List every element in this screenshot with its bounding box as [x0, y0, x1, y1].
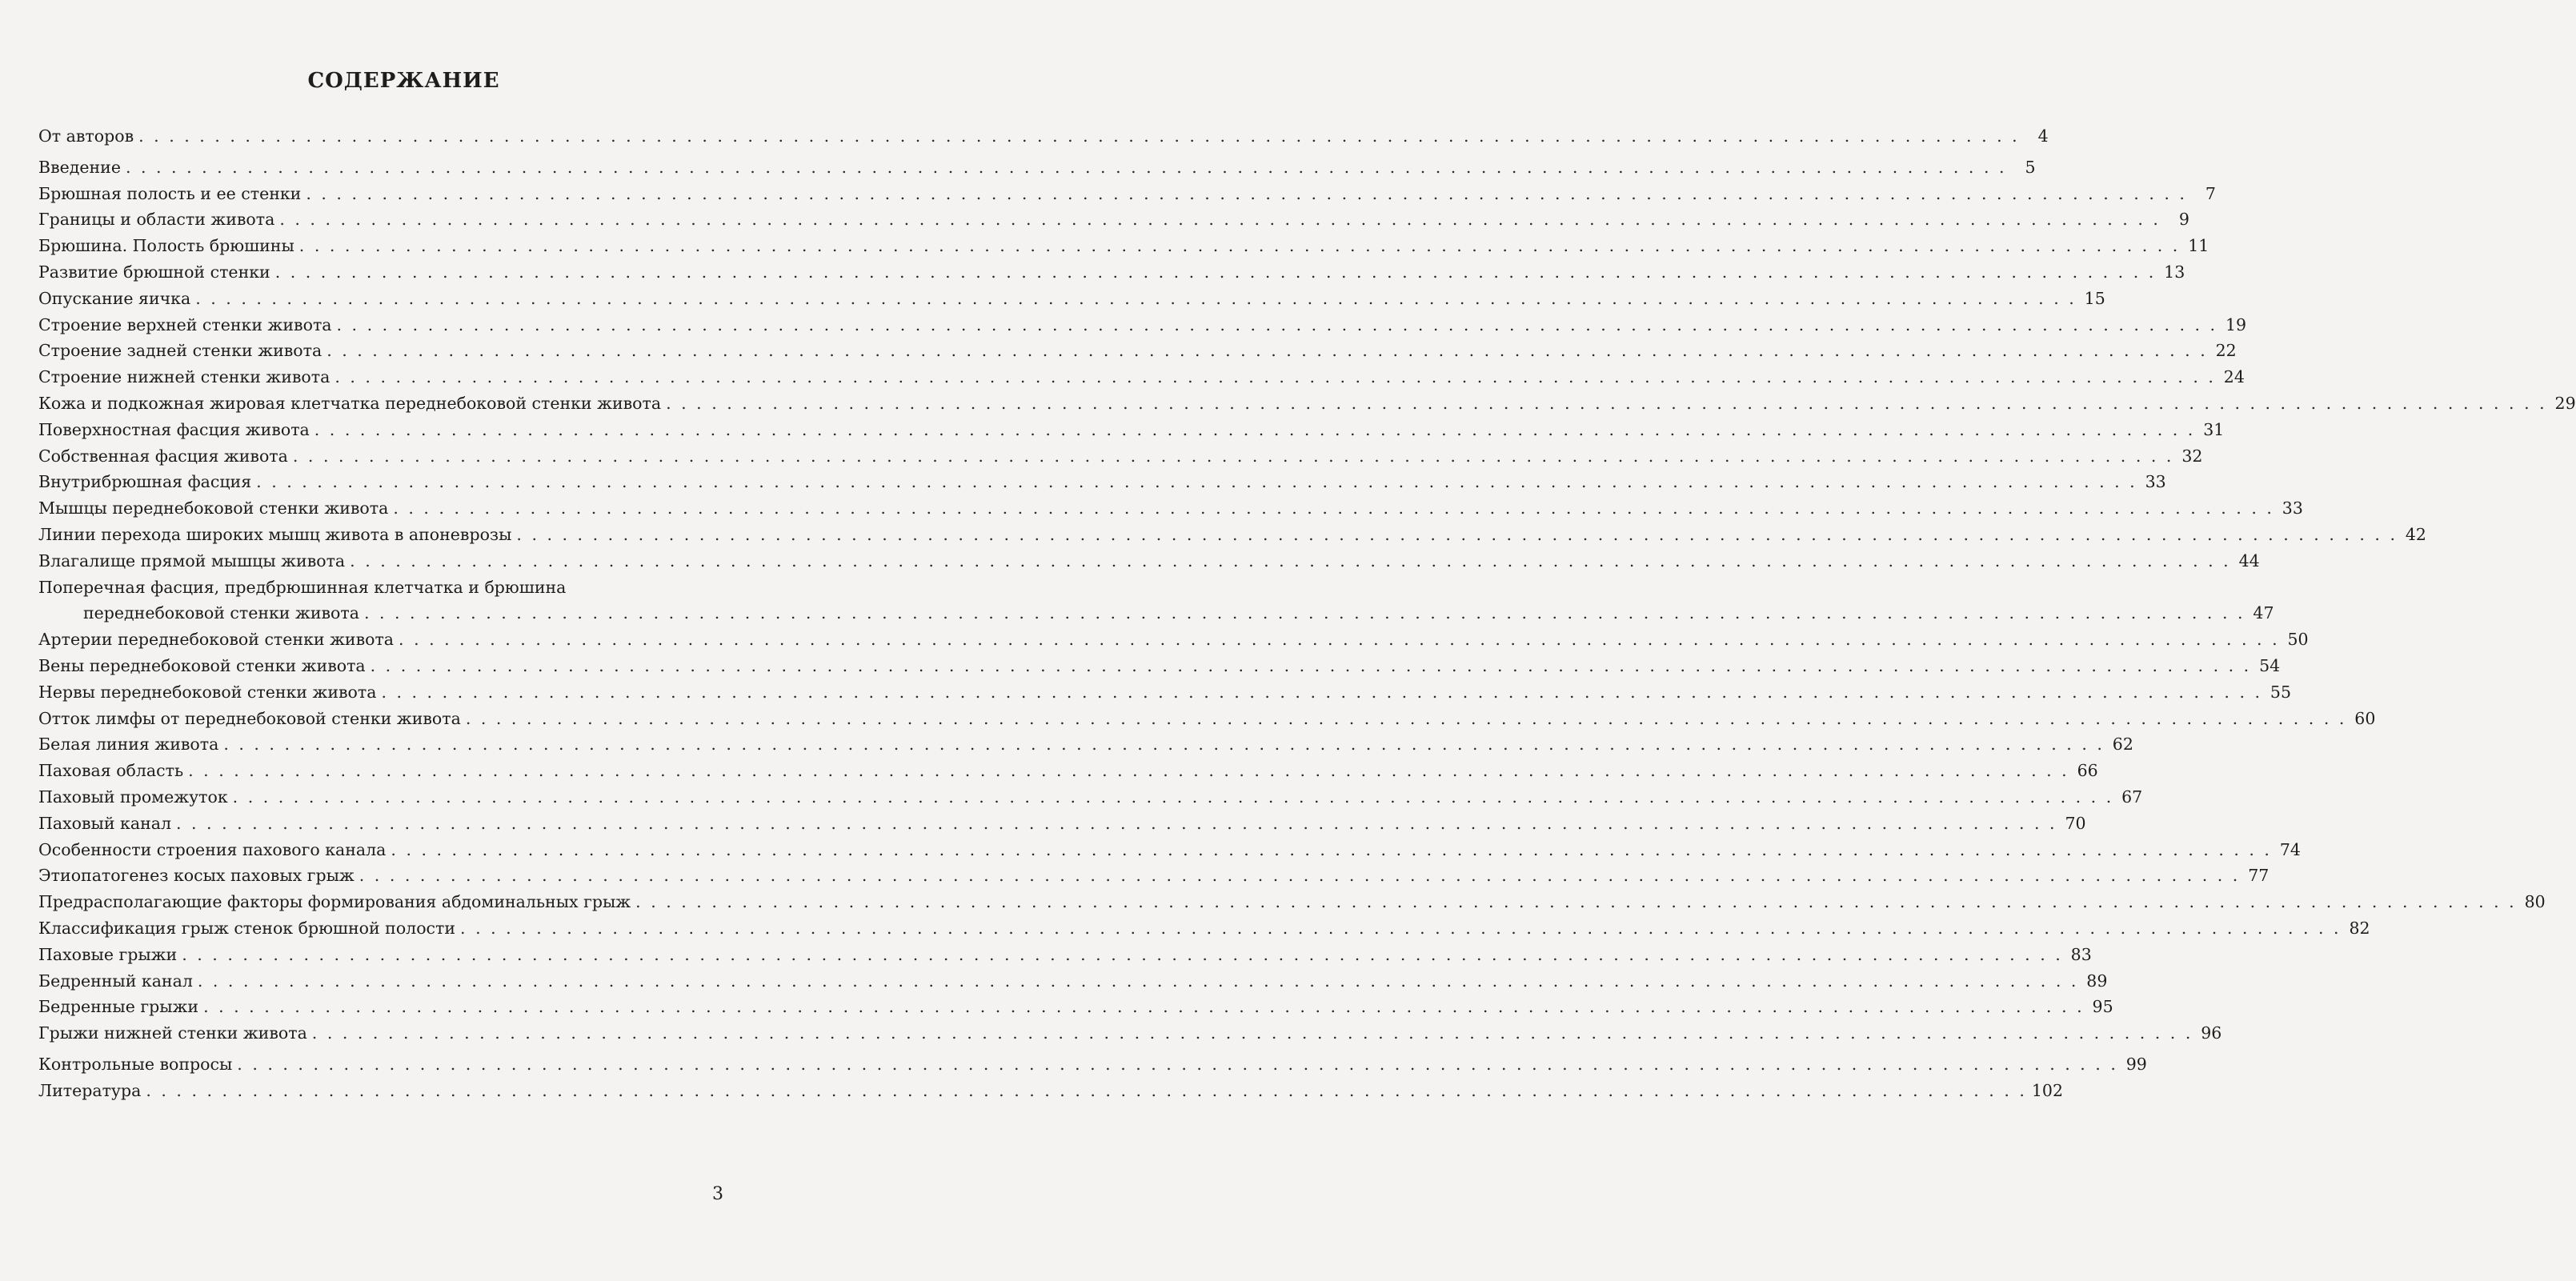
toc-entry — [38, 968, 2108, 995]
toc-entry-page: 95 — [2092, 997, 2113, 1017]
toc-entry-page: 9 — [2178, 210, 2189, 230]
page-title: СОДЕРЖАНИЕ — [307, 69, 500, 93]
toc-entry — [38, 837, 2301, 863]
toc-entry-page: 5 — [2025, 157, 2036, 177]
toc-dot-leader — [188, 758, 2069, 784]
toc-entry-page: 7 — [2205, 183, 2216, 203]
toc-entry-page: 44 — [2238, 550, 2260, 570]
toc-entry — [38, 626, 2309, 653]
toc-entry-title: Бедренный канал — [38, 971, 193, 991]
toc-entry-page: 33 — [2145, 472, 2166, 492]
toc-entry-page: 54 — [2259, 655, 2281, 675]
toc-entry — [38, 942, 2092, 968]
toc-entry — [38, 653, 2281, 679]
toc-dot-leader — [306, 181, 2187, 207]
toc-entry-page: 19 — [2225, 314, 2247, 334]
toc-entry-title: Белая линия живота — [38, 735, 219, 755]
toc-entry-page: 33 — [2282, 498, 2303, 518]
toc-entry-page: 102 — [2031, 1080, 2064, 1100]
toc-entry — [38, 522, 2426, 548]
toc-entry-title: От авторов — [38, 126, 134, 146]
toc-entry — [38, 1078, 2064, 1104]
toc-dot-leader — [138, 123, 2020, 150]
toc-entry-title: Линии перехода широких мышц живота в апоневрозы — [38, 524, 512, 544]
toc-dot-leader — [223, 731, 2105, 758]
toc-entry — [38, 495, 2303, 522]
toc-entry — [38, 469, 2166, 495]
toc-entry-page: 82 — [2349, 918, 2370, 938]
toc-entry-title: Введение — [38, 157, 121, 177]
toc-entry — [38, 206, 2189, 233]
toc-entry-page: 29 — [2554, 393, 2576, 413]
toc-entry-page: 80 — [2524, 892, 2546, 912]
toc-dot-leader — [275, 259, 2157, 286]
toc-entry-title: Опускание яичка — [38, 288, 191, 308]
toc-dot-leader — [299, 233, 2181, 259]
toc-entry-title: Вены переднебоковой стенки живота — [38, 655, 366, 675]
toc-entry-page: 47 — [2253, 603, 2274, 623]
toc-dot-leader — [391, 837, 2272, 863]
toc-entry — [38, 123, 2049, 150]
toc-entry-title: Строение нижней стенки живота — [38, 367, 331, 387]
toc-entry-page: 96 — [2201, 1023, 2222, 1043]
toc-entry — [38, 443, 2203, 470]
toc-entry-page: 83 — [2070, 944, 2092, 964]
toc-entry-title: Паховая область — [38, 761, 184, 781]
toc-entry — [38, 994, 2113, 1020]
toc-dot-leader — [327, 338, 2208, 364]
table-of-contents — [38, 123, 2576, 1103]
toc-entry-page: 22 — [2215, 341, 2237, 361]
toc-dot-leader — [359, 863, 2241, 889]
toc-entry — [38, 286, 2105, 312]
toc-entry — [38, 390, 2576, 417]
toc-entry-page: 55 — [2270, 682, 2291, 702]
toc-dot-leader — [666, 390, 2547, 417]
toc-entry-title-continued: переднебоковой стенки живота — [83, 603, 359, 623]
toc-entry-title: Грыжи нижней стенки живота — [38, 1023, 307, 1043]
toc-entry — [38, 679, 2291, 706]
toc-entry-title: Мышцы переднебоковой стенки живота — [38, 498, 389, 518]
toc-entry — [38, 548, 2260, 574]
toc-entry-title: Влагалище прямой мышцы живота — [38, 550, 346, 570]
toc-dot-leader — [337, 312, 2218, 338]
toc-entry — [38, 889, 2546, 915]
toc-entry-page: 70 — [2065, 813, 2086, 833]
toc-entry-title: Бедренные грыжи — [38, 997, 199, 1017]
toc-entry — [38, 364, 2245, 390]
toc-dot-leader — [516, 522, 2398, 548]
toc-entry-title: Поперечная фасция, предбрюшинная клетчатка и брюшина — [38, 577, 567, 597]
toc-entry-title: Особенности строения пахового канала — [38, 839, 387, 859]
toc-entry — [38, 417, 2225, 443]
toc-entry-title: Брюшина. Полость брюшины — [38, 236, 294, 256]
toc-entry-page: 60 — [2354, 708, 2376, 728]
toc-dot-leader — [237, 1051, 2118, 1078]
toc-entry-page: 15 — [2084, 288, 2105, 308]
toc-dot-leader — [233, 784, 2114, 811]
toc-entry-title: Нервы переднебоковой стенки живота — [38, 682, 377, 702]
toc-entry — [38, 1020, 2222, 1047]
toc-entry-page: 50 — [2287, 630, 2309, 650]
toc-entry-page: 11 — [2188, 236, 2209, 256]
toc-entry-title: Литература — [38, 1080, 142, 1100]
toc-entry — [38, 811, 2086, 837]
toc-dot-leader — [146, 1078, 2027, 1104]
toc-dot-leader — [198, 968, 2079, 995]
toc-dot-leader — [393, 495, 2274, 522]
toc-entry-title: Собственная фасция живота — [38, 446, 288, 466]
toc-dot-leader — [466, 706, 2347, 732]
toc-entry — [38, 731, 2133, 758]
toc-entry — [38, 338, 2237, 364]
toc-entry-title: Развитие брюшной стенки — [38, 262, 270, 282]
toc-entry-title: Контрольные вопросы — [38, 1054, 233, 1074]
toc-entry-page: 74 — [2279, 839, 2301, 859]
toc-dot-leader — [182, 942, 2063, 968]
toc-dot-leader — [176, 811, 2057, 837]
toc-entry-page: 13 — [2164, 262, 2185, 282]
toc-entry — [38, 863, 2270, 889]
toc-entry-title: Паховый промежуток — [38, 787, 228, 807]
toc-entry — [38, 154, 2036, 181]
toc-entry — [38, 1051, 2147, 1078]
toc-entry-page: 99 — [2125, 1054, 2147, 1074]
toc-entry-title: Строение верхней стенки живота — [38, 314, 332, 334]
toc-entry-page: 31 — [2203, 419, 2225, 439]
toc-dot-leader — [314, 417, 2196, 443]
toc-entry-title: Поверхностная фасция живота — [38, 419, 310, 439]
toc-entry — [38, 312, 2247, 338]
toc-entry — [38, 259, 2185, 286]
toc-dot-leader — [350, 548, 2231, 574]
toc-entry-title: Паховые грыжи — [38, 944, 178, 964]
toc-entry-title: Строение задней стенки живота — [38, 341, 323, 361]
toc-entry-title: Отток лимфы от переднебоковой стенки живота — [38, 708, 461, 728]
toc-dot-leader — [256, 469, 2137, 495]
toc-entry-page: 66 — [2077, 761, 2098, 781]
page-number: 3 — [712, 1184, 723, 1204]
toc-entry — [38, 181, 2216, 207]
toc-entry-page: 89 — [2086, 971, 2108, 991]
toc-entry-title: Внутрибрюшная фасция — [38, 472, 252, 492]
toc-dot-leader — [279, 206, 2161, 233]
toc-entry-page: 32 — [2181, 446, 2203, 466]
toc-entry-title: Артерии переднебоковой стенки живота — [38, 630, 395, 650]
toc-dot-leader — [371, 653, 2252, 679]
toc-entry — [38, 758, 2098, 784]
toc-entry-page: 4 — [2037, 126, 2049, 146]
toc-dot-leader — [203, 994, 2085, 1020]
toc-entry-title: Границы и области живота — [38, 210, 275, 230]
toc-entry-page: 67 — [2121, 787, 2143, 807]
toc-dot-leader — [126, 154, 2007, 181]
toc-dot-leader — [399, 626, 2280, 653]
toc-entry-page: 62 — [2112, 735, 2133, 755]
toc-dot-leader — [195, 286, 2077, 312]
toc-entry-title: Классификация грыж стенок брюшной полости — [38, 918, 456, 938]
toc-entry-title: Кожа и подкожная жировая клетчатка переднебоковой стенки живота — [38, 393, 662, 413]
toc-dot-leader — [335, 364, 2216, 390]
toc-dot-leader — [381, 679, 2262, 706]
toc-entry — [38, 784, 2143, 811]
toc-dot-leader — [293, 443, 2174, 470]
toc-entry-title: Этиопатогенез косых паховых грыж — [38, 866, 355, 886]
toc-entry-page: 77 — [2248, 866, 2270, 886]
toc-entry-title: Паховый канал — [38, 813, 171, 833]
toc-dot-leader — [312, 1020, 2193, 1047]
toc-entry-page: 42 — [2405, 524, 2426, 544]
toc-entry-page: 24 — [2223, 367, 2245, 387]
toc-entry — [38, 706, 2376, 732]
toc-dot-leader — [364, 600, 2245, 626]
toc-entry — [38, 233, 2209, 259]
toc-dot-leader — [460, 915, 2342, 942]
toc-entry-title: Брюшная полость и ее стенки — [38, 183, 302, 203]
toc-dot-leader — [635, 889, 2517, 915]
toc-entry — [38, 574, 2274, 627]
toc-entry-title: Предрасполагающие факторы формирования абдоминальных грыж — [38, 892, 631, 912]
toc-entry — [38, 915, 2370, 942]
